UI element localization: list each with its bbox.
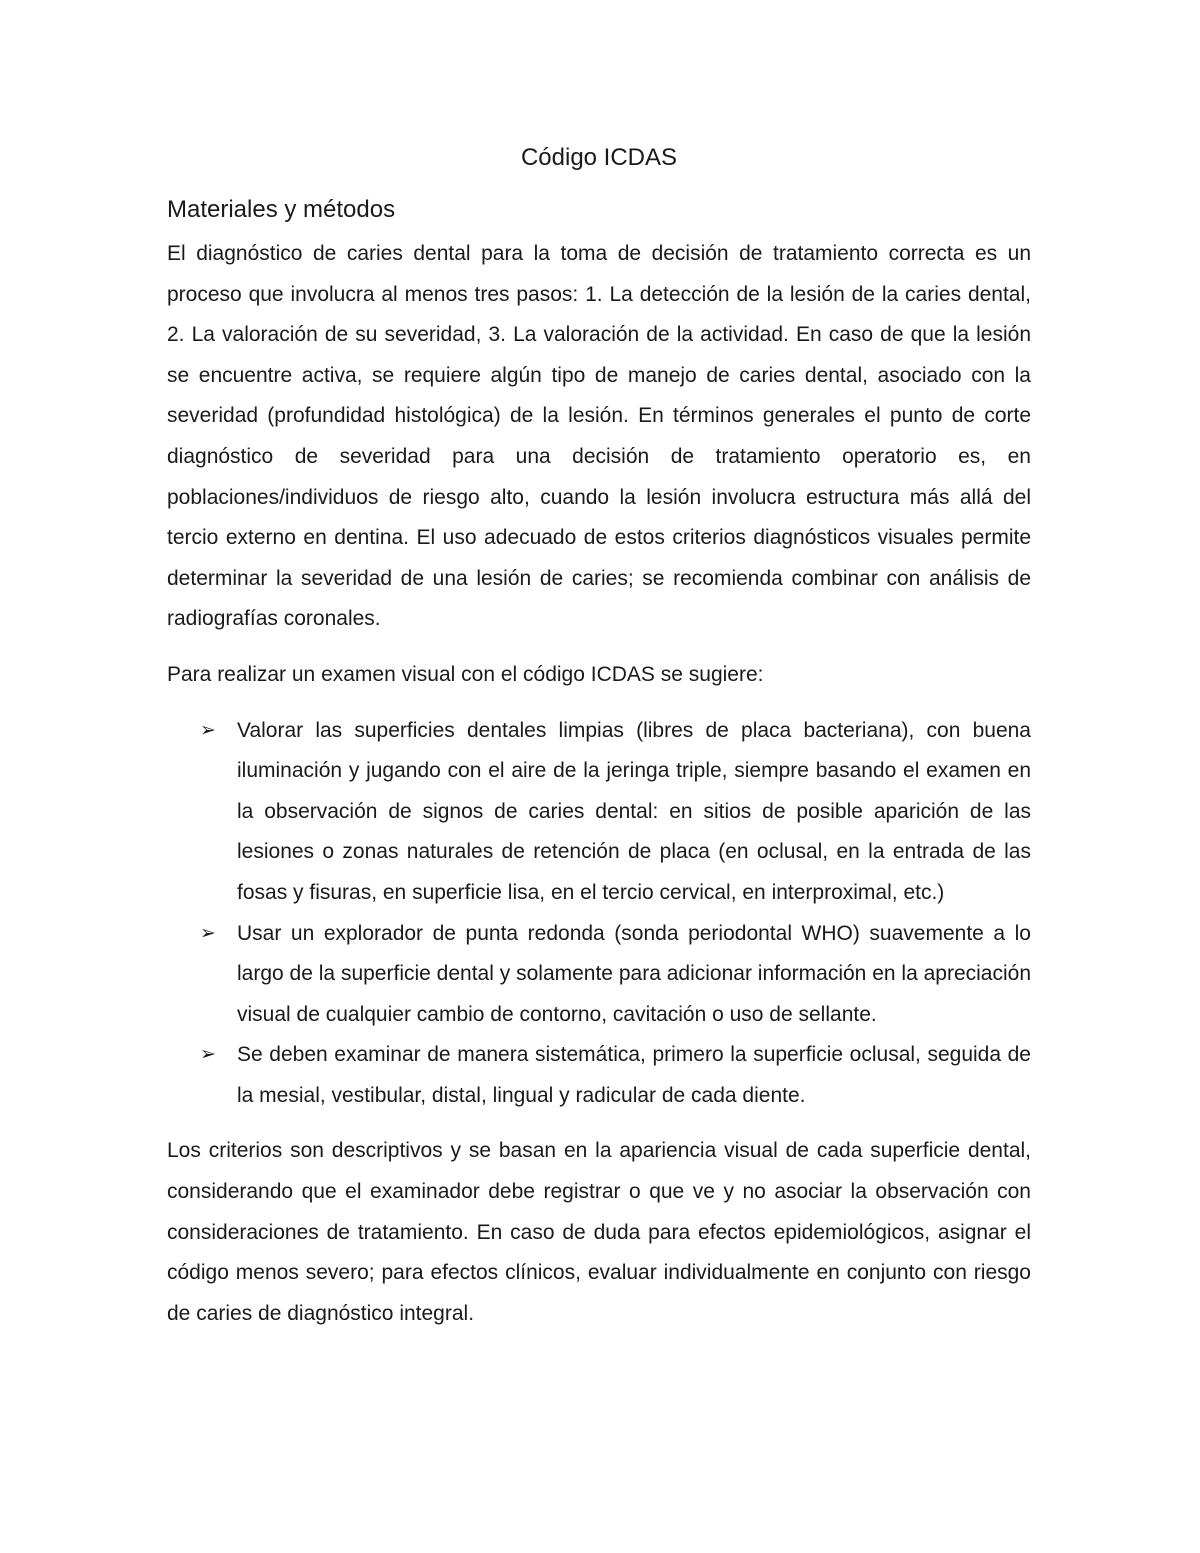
list-item-text: Usar un explorador de punta redonda (sonda periodontal WHO) suavemente a lo largo de la superficie dental y solamente para adicionar información en la apreciación visual de cualquier cambio de contorno, cavitación o uso de sellante. xyxy=(237,921,1031,1026)
document-title: Código ICDAS xyxy=(520,144,678,171)
arrow-bullet-icon: ➢ xyxy=(200,1044,216,1066)
list-item-text: Valorar las superficies dentales limpias (libres de placa bacteriana), con buena iluminación y jugando con el aire de la jeringa triple, siempre basando el examen en la observación de signos de caries dental: en sitios de posible aparición de las lesiones o zonas naturales de retención de placa (en oclusal, en la entrada de las fosas y fisuras, en superficie lisa, en el tercio cervical, en interproximal, etc.) xyxy=(237,718,1031,904)
arrow-bullet-icon: ➢ xyxy=(200,922,216,944)
arrow-bullet-icon: ➢ xyxy=(200,719,216,741)
list-item xyxy=(167,1035,1031,1116)
recommendation-list xyxy=(167,711,1031,1117)
list-item xyxy=(167,711,1031,914)
paragraph-criteria: Los criterios son descriptivos y se basan en la apariencia visual de cada superficie dental, considerando que el examinador debe registrar o que ve y no asociar la observación con consideraciones de tratamiento. En caso de duda para efectos epidemiológicos, asignar el código menos severo; para efectos clínicos, evaluar individualmente en conjunto con riesgo de caries de diagnóstico integral. xyxy=(167,1139,1031,1325)
list-item-text: Se deben examinar de manera sistemática, primero la superficie oclusal, seguida de la mesial, vestibular, distal, lingual y radicular de cada diente. xyxy=(237,1043,1031,1107)
intro-line: Para realizar un examen visual con el código ICDAS se sugiere: xyxy=(167,662,764,686)
list-item xyxy=(167,914,1031,1036)
document-page xyxy=(167,138,1031,1334)
section-heading: Materiales y métodos xyxy=(167,196,396,223)
paragraph-diagnosis: El diagnóstico de caries dental para la toma de decisión de tratamiento correcta es un proceso que involucra al menos tres pasos: 1. La detección de la lesión de la caries dental, 2. La valoración de su severidad, 3. La valoración de la actividad. En caso de que la lesión se encuentre activa, se requiere algún tipo de manejo de caries dental, asociado con la severidad (profundidad histológica) de la lesión. En términos generales el punto de corte diagnóstico de severidad para una decisión de tratamiento operatorio es, en poblaciones/individuos de riesgo alto, cuando la lesión involucra estructura más allá del tercio externo en dentina. El uso adecuado de estos criterios diagnósticos visuales permite determinar la severidad de una lesión de caries; se recomienda combinar con análisis de radiografías coronales. xyxy=(167,242,1031,631)
